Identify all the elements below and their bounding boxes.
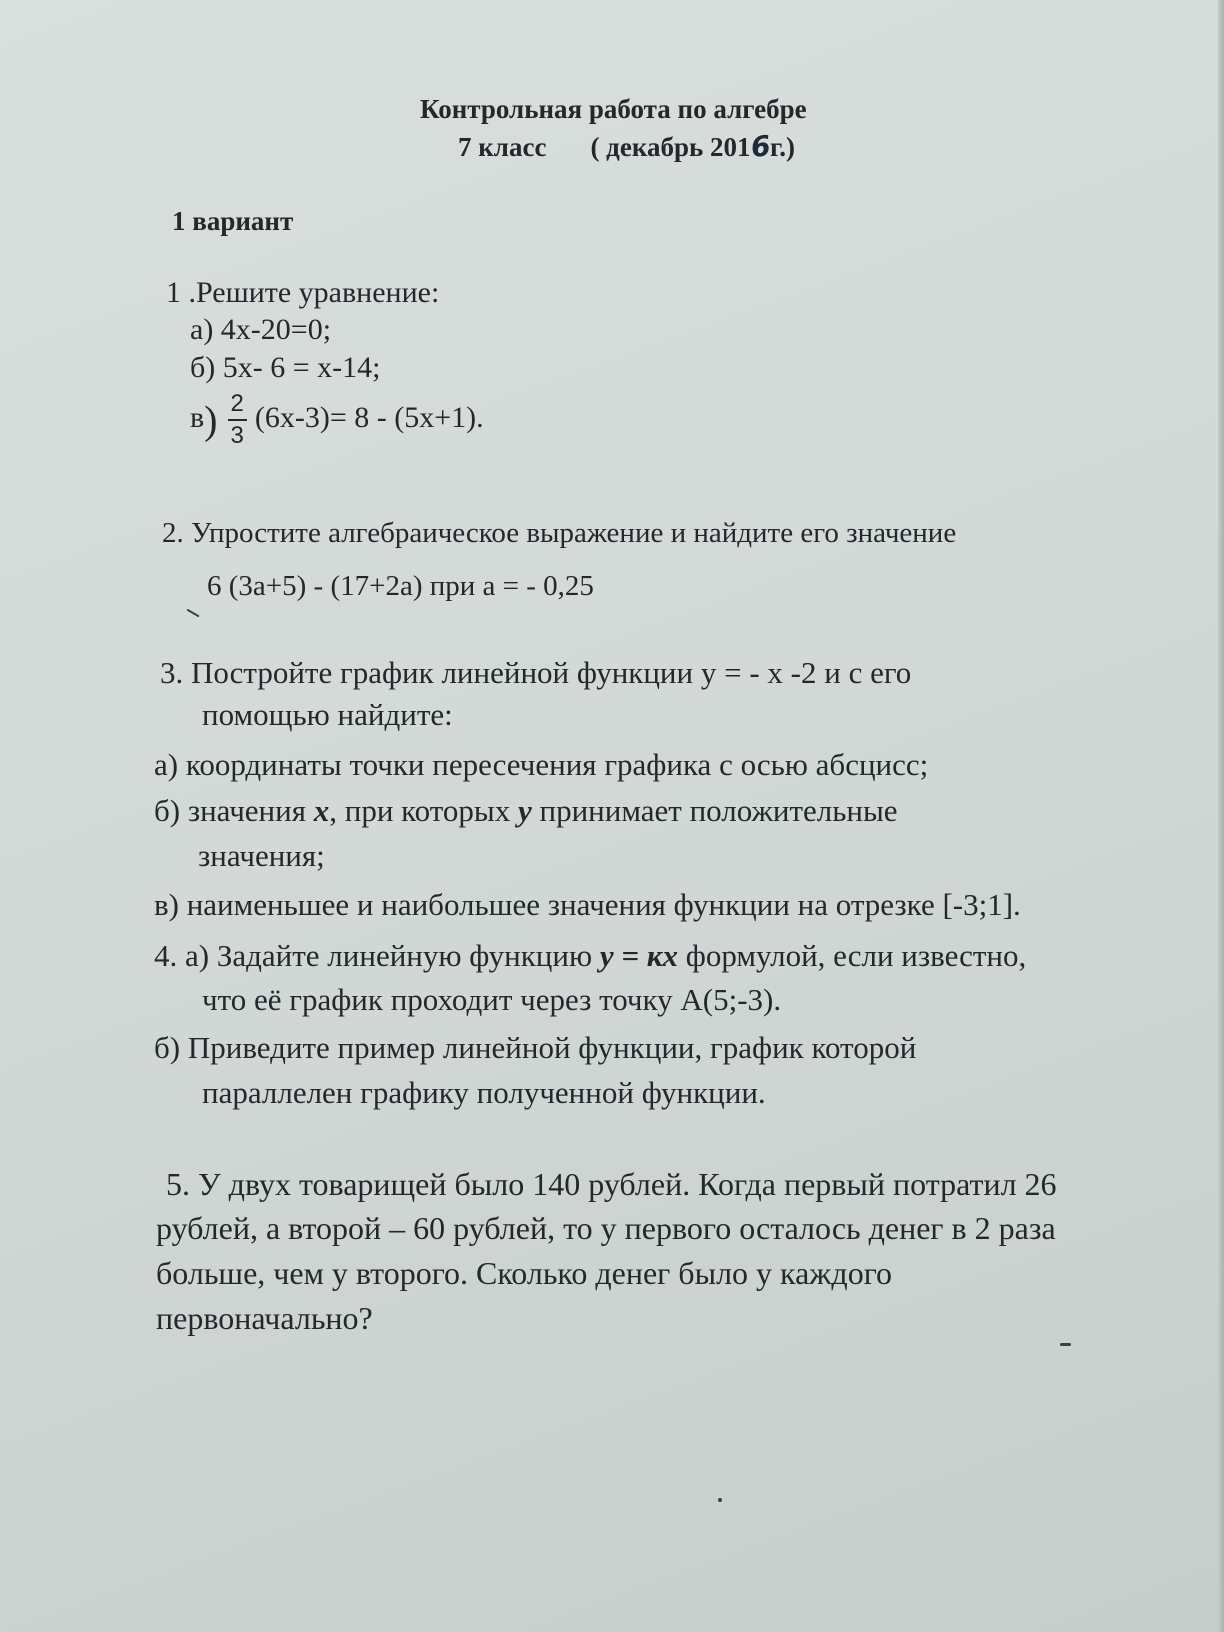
task1-v-paren: ) bbox=[204, 397, 218, 443]
task3-b-text-mid: , при которых bbox=[329, 793, 518, 828]
date-suffix: г.) bbox=[770, 132, 795, 162]
formula-y-kx: у = кх bbox=[599, 938, 678, 973]
variable-x: х bbox=[313, 793, 330, 828]
variant-label: 1 вариант bbox=[172, 206, 294, 236]
task5-line1: 5. У двух товарищей было 140 рублей. Когда первый потратил 26 bbox=[166, 1166, 1057, 1202]
fraction-denominator: 3 bbox=[230, 422, 244, 449]
task1-a: а) 4х-20=0; bbox=[190, 313, 332, 346]
task3-line1: 3. Постройте график линейной функции у = - х -2 и с его bbox=[160, 655, 912, 690]
task1-b: б) 5х- 6 = х-14; bbox=[190, 351, 381, 384]
task5-line2: рублей, а второй – 60 рублей, то у первого осталось денег в 2 раза bbox=[156, 1210, 1056, 1246]
pen-mark bbox=[186, 609, 199, 618]
task3-b bbox=[154, 793, 898, 829]
handwritten-digit: 6 bbox=[748, 129, 772, 164]
task1-v-fraction bbox=[228, 389, 247, 451]
task1-v-label: в bbox=[190, 400, 205, 434]
grade-label: 7 класс bbox=[458, 132, 547, 162]
task3-b-text-end: принимает положительные bbox=[531, 793, 898, 828]
task5-line3: больше, чем у второго. Сколько денег было у каждого bbox=[156, 1255, 893, 1291]
date-prefix: ( декабрь 201 bbox=[590, 132, 751, 162]
pen-mark bbox=[1060, 1343, 1071, 1346]
task4-b-cont: параллелен графику полученной функции. bbox=[202, 1075, 766, 1110]
task4-b: б) Приведите пример линейной функции, график которой bbox=[154, 1030, 917, 1065]
task3-line2: помощью найдите: bbox=[202, 697, 453, 732]
task3-b-text-start: б) значения bbox=[154, 793, 314, 828]
worksheet-title: Контрольная работа по алгебре bbox=[420, 94, 807, 124]
task4-a bbox=[154, 938, 1026, 974]
task5-line4: первоначально? bbox=[156, 1300, 373, 1336]
task2-line2: 6 (3а+5) - (17+2а) при а = - 0,25 bbox=[207, 570, 594, 602]
task3-b-cont: значения; bbox=[198, 838, 325, 873]
paper-edge-shadow bbox=[1218, 0, 1224, 1632]
task1-v-expression: (6х-3)= 8 - (5х+1). bbox=[254, 400, 484, 434]
worksheet-subtitle bbox=[458, 130, 795, 163]
paper-speck bbox=[718, 1498, 722, 1502]
task1-v bbox=[190, 389, 484, 451]
task4-a-text-start: 4. а) Задайте линейную функцию bbox=[154, 938, 600, 973]
fraction-numerator: 2 bbox=[228, 389, 247, 421]
task3-a: а) координаты точки пересечения графика с осью абсцисс; bbox=[154, 747, 929, 782]
task4-a-text-end: формулой, если известно, bbox=[678, 938, 1027, 973]
task4-a-cont: что её график проходит через точку А(5;-3). bbox=[202, 982, 782, 1017]
task3-v: в) наименьшее и наибольшее значения функции на отрезке [-3;1]. bbox=[154, 887, 1021, 922]
task1-intro: 1 .Решите уравнение: bbox=[166, 276, 440, 309]
task2-line1: 2. Упростите алгебраическое выражение и найдите его значение bbox=[162, 517, 957, 549]
variable-y: у bbox=[517, 793, 532, 828]
